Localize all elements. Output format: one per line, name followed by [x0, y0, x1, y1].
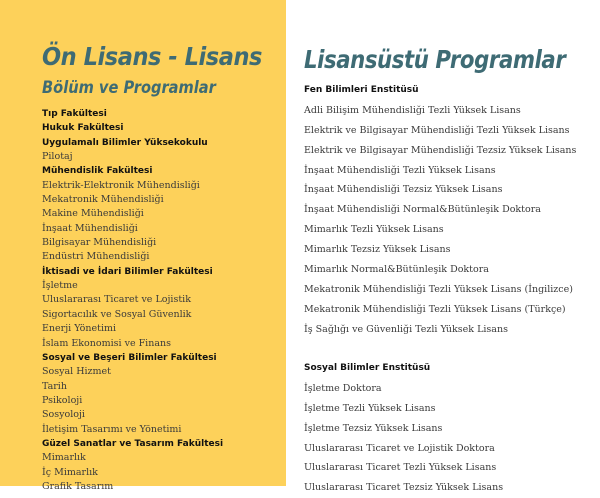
graduate-program-item: İşletme Tezsiz Yüksek Lisans: [304, 422, 443, 434]
graduate-program-item: İşletme Tezli Yüksek Lisans: [304, 402, 436, 414]
graduate-program-item: İş Sağlığı ve Güvenliği Tezli Yüksek Lisans: [304, 323, 508, 335]
undergraduate-subtitle: Bölüm ve Programlar: [42, 78, 216, 98]
faculty-heading: Tıp Fakültesi: [42, 109, 107, 119]
program-item: Uluslararası Ticaret ve Lojistik: [42, 294, 191, 306]
graduate-program-item: İnşaat Mühendisliği Normal&Bütünleşik Doktora: [304, 204, 541, 216]
program-item: İletişim Tasarımı ve Yönetimi: [42, 423, 182, 435]
program-item: Bilgisayar Mühendisliği: [42, 237, 157, 249]
graduate-program-item: Mimarlık Tezli Yüksek Lisans: [304, 224, 444, 236]
program-item: Tarih: [42, 380, 67, 392]
graduate-program-item: Uluslararası Ticaret Tezsiz Yüksek Lisans: [304, 482, 504, 494]
program-item: Sigortacılık ve Sosyal Güvenlik: [42, 308, 192, 320]
social-institute-heading: Sosyal Bilimler Enstitüsü: [304, 363, 431, 373]
graduate-program-item: Mimarlık Normal&Bütünleşik Doktora: [304, 264, 489, 276]
graduate-program-item: Mekatronik Mühendisliği Tezli Yüksek Lisans (İngilizce): [304, 283, 573, 295]
program-item: Pilotaj: [42, 151, 73, 163]
science-institute-heading: Fen Bilimleri Enstitüsü: [304, 85, 419, 95]
graduate-program-item: Elektrik ve Bilgisayar Mühendisliği Tezsiz Yüksek Lisans: [304, 144, 577, 156]
program-item: Sosyoloji: [42, 409, 85, 421]
program-item: Enerji Yönetimi: [42, 323, 117, 335]
program-item: Grafik Tasarım: [42, 480, 114, 492]
faculty-heading: İktisadi ve İdari Bilimler Fakültesi: [42, 266, 213, 277]
graduate-program-item: Uluslararası Ticaret ve Lojistik Doktora: [304, 442, 495, 454]
graduate-program-item: Elektrik ve Bilgisayar Mühendisliği Tezli Yüksek Lisans: [304, 124, 570, 136]
program-item: İnşaat Mühendisliği: [42, 222, 138, 234]
undergraduate-panel: [0, 0, 286, 492]
faculty-heading: Sosyal ve Beşeri Bilimler Fakültesi: [42, 352, 217, 363]
graduate-program-item: Mekatronik Mühendisliği Tezli Yüksek Lisans (Türkçe): [304, 303, 566, 315]
program-item: İşletme: [42, 280, 78, 292]
graduate-panel: [286, 0, 600, 494]
faculty-heading: Mühendislik Fakültesi: [42, 166, 153, 177]
program-item: İç Mimarlık: [42, 466, 98, 478]
faculty-heading: Uygulamalı Bilimler Yüksekokulu: [42, 137, 208, 148]
undergraduate-title: Ön Lisans - Lisans: [42, 42, 262, 71]
graduate-program-item: Mimarlık Tezsiz Yüksek Lisans: [304, 244, 451, 256]
program-item: Elektrik-Elektronik Mühendisliği: [42, 179, 200, 191]
social-institute-list: [304, 359, 503, 498]
graduate-program-item: İnşaat Mühendisliği Tezli Yüksek Lisans: [304, 164, 496, 176]
faculty-heading: Güzel Sanatlar ve Tasarım Fakültesi: [42, 438, 224, 449]
program-item: Mimarlık: [42, 452, 86, 464]
graduate-program-item: Adli Bilişim Mühendisliği Tezli Yüksek Lisans: [304, 104, 521, 116]
graduate-program-item: Uluslararası Ticaret Tezli Yüksek Lisans: [304, 462, 497, 474]
program-item: Endüstri Mühendisliği: [42, 251, 150, 263]
program-item: İslam Ekonomisi ve Finans: [42, 337, 172, 349]
program-item: Sosyal Hizmet: [42, 366, 111, 378]
science-institute-list: [304, 81, 576, 340]
graduate-program-item: İşletme Doktora: [304, 382, 382, 394]
graduate-title: Lisansüstü Programlar: [304, 45, 566, 74]
program-item: Psikoloji: [42, 394, 83, 406]
faculty-program-list: [42, 107, 223, 494]
program-item: Mekatronik Mühendisliği: [42, 194, 164, 206]
program-item: Makine Mühendisliği: [42, 208, 144, 220]
faculty-heading: Hukuk Fakültesi: [42, 123, 124, 134]
graduate-program-item: İnşaat Mühendisliği Tezsiz Yüksek Lisans: [304, 184, 503, 196]
